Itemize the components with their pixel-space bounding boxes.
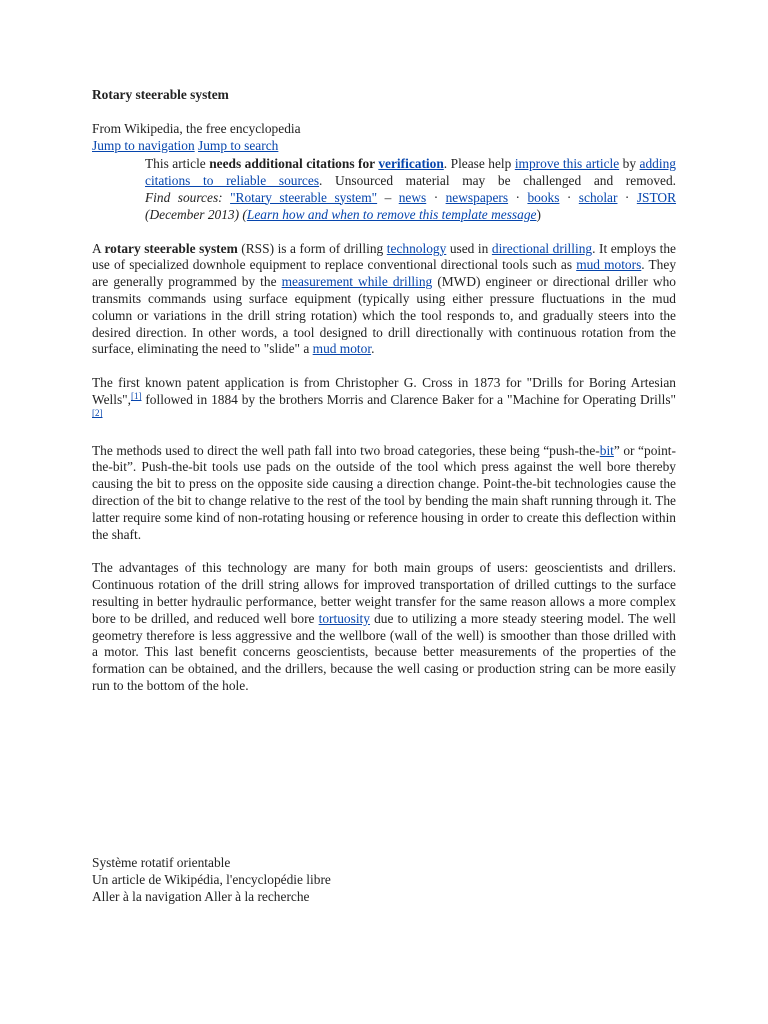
find-sources: Find sources: "Rotary steerable system" – news · newspapers · books · scholar · JSTOR (December 2013) (Learn how and when to remove this template message) bbox=[145, 189, 677, 222]
paragraph-intro: A rotary steerable system (RSS) is a form of drilling technology used in directional drilling. It employs the use of specialized downhole equipment to replace conventional directional tools such as mud motors. They are generally programmed by the measurement while drilling (MWD) engineer or directional driller who transmits commands using surface equipment (typically using either pressure fluctuations in the mud column or variations in the drill string rotation) which the tool responds to, and gradually steers into the desired direction. In other words, a tool designed to drill directionally with continuous rotation from the surface, eliminating the need to "slide" a mud motor. bbox=[92, 240, 677, 357]
reference-2-link[interactable]: [2] bbox=[92, 407, 103, 418]
technology-link[interactable]: technology bbox=[386, 240, 447, 256]
adding-citations-link[interactable]: adding citations to reliable sources bbox=[145, 155, 676, 188]
directional-drilling-link[interactable]: directional drilling bbox=[491, 240, 593, 256]
books-link[interactable]: books bbox=[527, 189, 560, 205]
search-query-link[interactable]: "Rotary steerable system" bbox=[230, 189, 378, 205]
reference-1-link[interactable]: [1] bbox=[130, 390, 142, 401]
learn-remove-template-link[interactable]: Learn how and when to remove this template message bbox=[246, 206, 537, 222]
paragraph-methods: The methods used to direct the well path fall into two broad categories, these being “push-the-bit” or “point-the-bit”. Push-the-bit tools use pads on the outside of the tool which press against the well bore thereby causing the bit to press on the opposite side causing a direction change. Point-the-bit technologies cause the direction of the bit to change relative to the rest of the tool by bending the main shaft running through it. The latter require some kind of non-rotating housing or reference housing in order to create this deflection within the shaft. bbox=[92, 442, 676, 542]
jump-to-navigation-link[interactable]: Jump to navigation bbox=[92, 137, 195, 153]
jstor-link[interactable]: JSTOR bbox=[636, 189, 677, 205]
scholar-link[interactable]: scholar bbox=[578, 189, 618, 205]
paragraph-advantages: The advantages of this technology are many for both main groups of users: geoscientists and drillers. Continuous rotation of the drill string allows for improved transportation of drilled cuttings to the surface resulting in better hydraulic performance, better weight transfer for the same reason allows a more complex bore to be drilled, and reduced well bore tortuosity due to utilizing a more steady steering model. The well geometry therefore is less aggressive and the wellbore (wall of the well) is smoother than those drilled with a motor. This last benefit concerns geoscientists, because better measurements of the properties of the formation can be obtained, and the drillers, because the well casing or production string can be more easily run to the bottom of the hole. bbox=[92, 560, 676, 693]
news-link[interactable]: news bbox=[398, 189, 427, 205]
mud-motor-link[interactable]: mud motor bbox=[312, 341, 372, 357]
measurement-while-drilling-link[interactable]: measurement while drilling bbox=[281, 274, 433, 290]
page-title: Rotary steerable system bbox=[92, 87, 229, 102]
jump-to-search-link[interactable]: Jump to search bbox=[198, 137, 279, 153]
jump-links bbox=[92, 138, 676, 155]
french-header bbox=[92, 854, 331, 905]
tagline: From Wikipedia, the free encyclopedia bbox=[92, 121, 301, 136]
french-tagline: Un article de Wikipédia, l'encyclopédie libre bbox=[92, 872, 331, 887]
verification-link[interactable]: verification bbox=[378, 155, 444, 171]
improve-article-link[interactable]: improve this article bbox=[514, 155, 620, 171]
bit-link[interactable]: bit bbox=[599, 442, 614, 458]
mud-motors-link[interactable]: mud motors bbox=[576, 257, 642, 273]
citation-notice: This article needs additional citations for verification. Please help improve this article by adding citations to reliable sources. Unsourced material may be challenged and removed. Find sources: "Rotary steerable system" – news · newspapers · books · scholar · JSTOR (December 2013) (Learn how and when to remove this template message) bbox=[145, 155, 677, 222]
newspapers-link[interactable]: newspapers bbox=[445, 189, 509, 205]
french-jump-links: Aller à la navigation Aller à la recherche bbox=[92, 889, 310, 904]
french-title: Système rotatif orientable bbox=[92, 855, 231, 870]
article bbox=[92, 86, 676, 695]
tortuosity-link[interactable]: tortuosity bbox=[318, 610, 370, 626]
paragraph-history: The first known patent application is from Christopher G. Cross in 1873 for "Drills for Boring Artesian Wells",[1] followed in 1884 by the brothers Morris and Clarence Baker for a "Machine for Operating Drills"[2] bbox=[92, 375, 676, 418]
